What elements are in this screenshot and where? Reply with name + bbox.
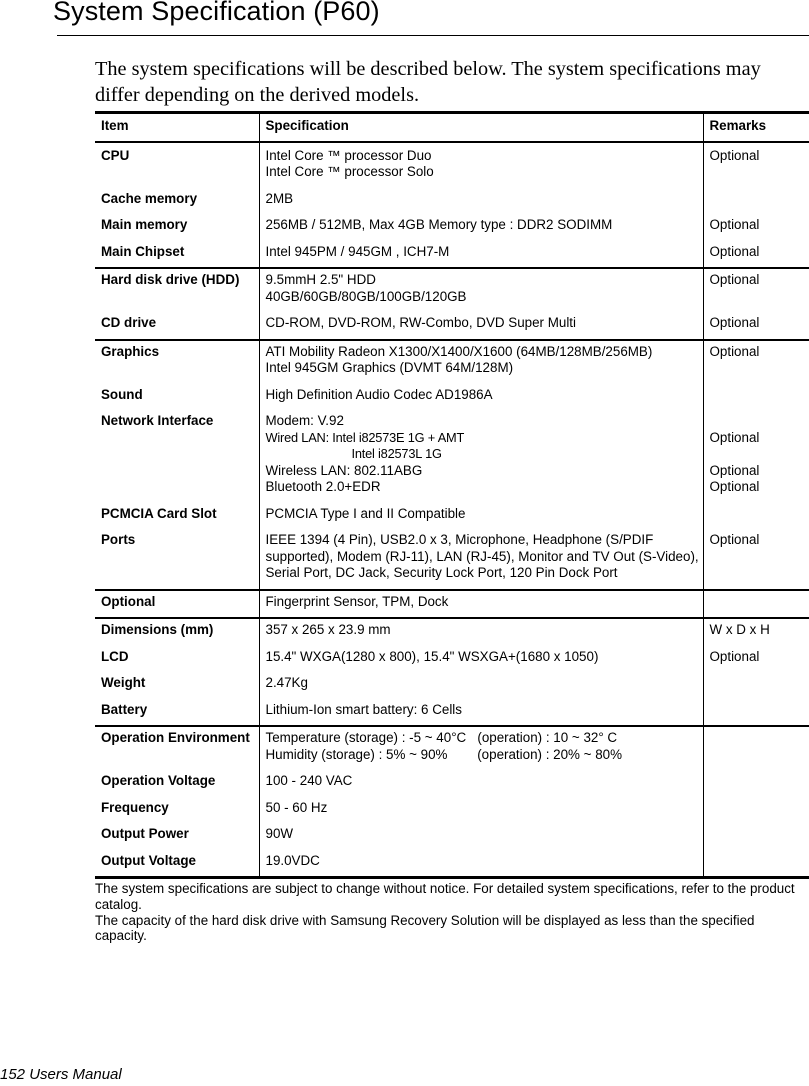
row-item: Ports bbox=[95, 529, 259, 590]
table-row bbox=[95, 503, 809, 530]
table-row bbox=[95, 384, 809, 411]
row-item: Battery bbox=[95, 699, 259, 727]
intro-text: The system specifications will be described below. The system specifications may differ depending on the derived models. bbox=[95, 58, 761, 106]
row-remarks bbox=[703, 726, 809, 770]
table-row bbox=[95, 312, 809, 340]
spec-line: 50 - 60 Hz bbox=[265, 799, 328, 815]
spec-line: Humidity (storage) : 5% ~ 90% (operation) : 20% ~ 80% bbox=[265, 746, 623, 762]
remark-spacer bbox=[710, 446, 809, 463]
remark-line: Optional bbox=[709, 532, 760, 547]
row-spec bbox=[259, 590, 703, 619]
table-row bbox=[95, 770, 809, 797]
spec-line: Intel Core ™ processor Solo bbox=[265, 164, 434, 179]
row-spec bbox=[259, 410, 703, 503]
table-row bbox=[95, 823, 809, 850]
row-item: Main Chipset bbox=[95, 241, 259, 269]
row-item: Operation Voltage bbox=[101, 773, 216, 788]
row-item: Output Voltage bbox=[95, 850, 259, 878]
table-header-row bbox=[95, 113, 809, 142]
spec-line: Fingerprint Sensor, TPM, Dock bbox=[265, 593, 449, 609]
spec-line: 40GB/60GB/80GB/100GB/120GB bbox=[265, 288, 467, 304]
page-footer: 152 Users Manual bbox=[0, 1066, 122, 1083]
spec-line: 256MB / 512MB, Max 4GB Memory type : DDR2 SODIMM bbox=[265, 217, 613, 232]
spec-line: Bluetooth 2.0+EDR bbox=[265, 479, 381, 494]
row-remarks bbox=[703, 797, 809, 824]
row-item: CPU bbox=[101, 147, 130, 163]
header-specification: Specification bbox=[259, 113, 703, 142]
table-row bbox=[95, 618, 809, 646]
row-remarks bbox=[703, 646, 809, 673]
table-row bbox=[95, 699, 809, 727]
row-remarks bbox=[703, 503, 809, 530]
remark-line: Optional bbox=[709, 217, 760, 232]
row-spec bbox=[259, 384, 703, 411]
row-remarks bbox=[703, 699, 809, 727]
table-row bbox=[95, 268, 809, 312]
spec-line: Wired LAN: Intel i82573E 1G + AMT bbox=[265, 429, 465, 445]
row-item: PCMCIA Card Slot bbox=[101, 505, 217, 521]
row-remarks bbox=[703, 618, 809, 646]
spec-line: ATI Mobility Radeon X1300/X1400/X1600 (64MB/128MB/256MB) bbox=[265, 343, 653, 359]
table-row bbox=[95, 214, 809, 241]
remark-line: Optional bbox=[709, 243, 760, 259]
row-spec bbox=[259, 770, 703, 797]
spec-line: Modem: V.92 bbox=[265, 413, 344, 428]
note-text: The system specifications are subject to change without notice. For detailed system specifications, refer to the product catalog. bbox=[95, 881, 795, 912]
row-item: Weight bbox=[101, 675, 146, 690]
spec-line: 2MB bbox=[265, 190, 294, 206]
remark-line: Optional bbox=[709, 479, 760, 494]
spec-line: Intel i82573L 1G bbox=[351, 446, 442, 461]
row-spec bbox=[259, 726, 703, 770]
table-row bbox=[95, 646, 809, 673]
row-item: Dimensions (mm) bbox=[101, 622, 214, 637]
remark-line: Optional bbox=[709, 315, 760, 330]
row-remarks bbox=[703, 214, 809, 241]
remark-line: W x D x H bbox=[709, 622, 770, 637]
row-item: Main memory bbox=[101, 217, 188, 232]
row-remarks bbox=[703, 384, 809, 411]
remark-line: Optional bbox=[709, 272, 760, 287]
row-spec bbox=[259, 850, 703, 878]
row-remarks bbox=[703, 770, 809, 797]
row-item: Graphics bbox=[101, 343, 160, 359]
table-row bbox=[95, 142, 809, 188]
row-spec bbox=[259, 188, 703, 215]
remark-line: Optional bbox=[709, 462, 760, 478]
row-remarks bbox=[703, 850, 809, 878]
row-item: Cache memory bbox=[101, 190, 198, 206]
table-row bbox=[95, 410, 809, 503]
row-item: Optional bbox=[95, 590, 259, 619]
row-spec bbox=[259, 646, 703, 673]
table-row bbox=[95, 188, 809, 215]
row-remarks bbox=[703, 410, 809, 503]
specification-table bbox=[95, 111, 809, 879]
row-item: Operation Environment bbox=[101, 730, 250, 745]
row-item: Hard disk drive (HDD) bbox=[101, 272, 240, 287]
row-spec bbox=[259, 268, 703, 312]
row-spec bbox=[259, 618, 703, 646]
row-spec bbox=[259, 241, 703, 269]
spec-line: Wireless LAN: 802.11ABG bbox=[265, 462, 423, 478]
spec-line: High Definition Audio Codec AD1986A bbox=[265, 386, 493, 402]
row-remarks bbox=[703, 241, 809, 269]
spec-line: 15.4" WXGA(1280 x 800), 15.4" WSXGA+(1680 x 1050) bbox=[265, 648, 599, 664]
remark-line: Optional bbox=[709, 648, 760, 664]
row-spec bbox=[259, 699, 703, 727]
table-row bbox=[95, 850, 809, 878]
spec-line: IEEE 1394 (4 Pin), USB2.0 x 3, Microphone, Headphone (S/PDIF supported), Modem (RJ-11), LAN (RJ-45), Monitor and TV Out (S-Video), Serial Port, DC Jack, Security Lock Port, 120 Pin Dock Port bbox=[265, 532, 699, 580]
table-row bbox=[95, 590, 809, 619]
row-item: Frequency bbox=[101, 799, 169, 815]
spec-line: 19.0VDC bbox=[265, 852, 320, 868]
row-remarks bbox=[703, 340, 809, 384]
table-row bbox=[95, 340, 809, 384]
title-rule bbox=[57, 35, 809, 36]
row-remarks bbox=[703, 529, 809, 590]
note-text: The capacity of the hard disk drive with Samsung Recovery Solution will be displayed as less than the specified capacity. bbox=[95, 912, 755, 944]
row-remarks bbox=[703, 268, 809, 312]
page-title: System Specification (P60) bbox=[53, 0, 380, 26]
row-spec bbox=[259, 672, 703, 699]
spec-line: Intel 945GM Graphics (DVMT 64M/128M) bbox=[265, 360, 514, 375]
row-item: LCD bbox=[101, 648, 129, 664]
spec-line: 2.47Kg bbox=[265, 675, 308, 690]
table-notes bbox=[95, 881, 809, 944]
spec-line: PCMCIA Type I and II Compatible bbox=[265, 505, 466, 521]
spec-line: Intel Core ™ processor Duo bbox=[265, 147, 432, 163]
table-row bbox=[95, 797, 809, 824]
row-item: Network Interface bbox=[101, 413, 214, 428]
spec-line: CD-ROM, DVD-ROM, RW-Combo, DVD Super Multi bbox=[265, 315, 577, 330]
table-row bbox=[95, 726, 809, 770]
header-item: Item bbox=[95, 113, 259, 142]
header-remarks: Remarks bbox=[703, 113, 809, 142]
row-remarks bbox=[703, 590, 809, 619]
spec-line: Temperature (storage) : -5 ~ 40°C (operation) : 10 ~ 32° C bbox=[265, 730, 618, 745]
table-row bbox=[95, 241, 809, 269]
spec-line: Lithium-Ion smart battery: 6 Cells bbox=[265, 701, 462, 717]
spec-line: 90W bbox=[265, 826, 294, 841]
row-item: Output Power bbox=[101, 826, 189, 841]
row-remarks bbox=[703, 188, 809, 215]
row-spec bbox=[259, 823, 703, 850]
row-remarks bbox=[703, 312, 809, 340]
table-row bbox=[95, 672, 809, 699]
row-item: CD drive bbox=[95, 312, 259, 340]
spec-line: 100 - 240 VAC bbox=[265, 773, 353, 788]
row-spec bbox=[259, 503, 703, 530]
spec-line: Intel 945PM / 945GM , ICH7-M bbox=[265, 243, 450, 259]
intro-paragraph bbox=[95, 56, 807, 108]
remark-spacer bbox=[710, 413, 809, 430]
row-spec bbox=[259, 312, 703, 340]
row-spec bbox=[259, 142, 703, 188]
row-item: Sound bbox=[101, 386, 143, 402]
row-spec bbox=[259, 529, 703, 590]
row-spec bbox=[259, 797, 703, 824]
spec-line: 357 x 265 x 23.9 mm bbox=[265, 622, 391, 637]
row-remarks bbox=[703, 672, 809, 699]
table-row bbox=[95, 529, 809, 590]
row-remarks bbox=[703, 142, 809, 188]
remark-line: Optional bbox=[709, 343, 760, 359]
spec-line: 9.5mmH 2.5" HDD bbox=[265, 272, 376, 287]
remark-line: Optional bbox=[709, 147, 760, 163]
remark-line: Optional bbox=[709, 429, 760, 445]
row-spec bbox=[259, 214, 703, 241]
row-remarks bbox=[703, 823, 809, 850]
row-spec bbox=[259, 340, 703, 384]
